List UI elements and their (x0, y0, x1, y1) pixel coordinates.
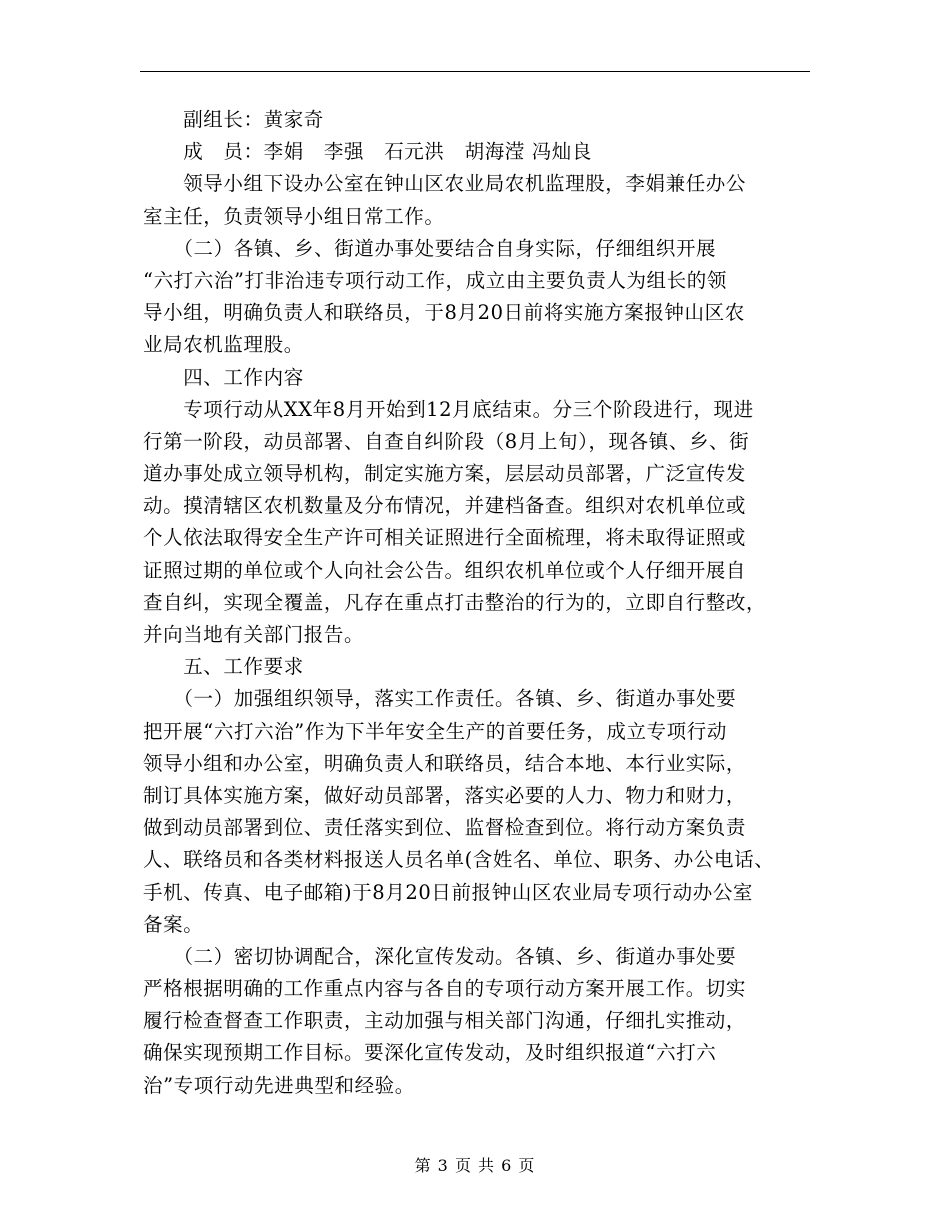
text-line: （二）密切协调配合，深化宣传发动。各镇、乡、街道办事处要 (143, 944, 737, 968)
text-line: （二）各镇、乡、街道办事处要结合自身实际，仔细组织开展 (143, 236, 717, 260)
header-rule (140, 71, 810, 72)
text-line: 个人依法取得安全生产许可相关证照进行全面梳理，将未取得证照或 (143, 526, 747, 550)
text-line: 业局农机监理股。 (143, 333, 304, 357)
text-line: 做到动员部署到位、责任落实到位、监督检查到位。将行动方案负责 (143, 816, 747, 840)
text-line: 成 员：李娟 李强 石元洪 胡海滢 冯灿良 (143, 140, 592, 164)
text-line: 治”专项行动先进典型和经验。 (143, 1073, 415, 1097)
text-line: 确保实现预期工作目标。要深化宣传发动，及时组织报道“六打六 (143, 1041, 717, 1065)
text-line: 备案。 (143, 912, 204, 936)
text-line: 人、联络员和各类材料报送人员名单(含姓名、单位、职务、办公电话、 (143, 848, 775, 872)
text-line: 道办事处成立领导机构，制定实施方案，层层动员部署，广泛宣传发 (143, 462, 747, 486)
text-line: （一）加强组织领导，落实工作责任。各镇、乡、街道办事处要 (143, 687, 737, 711)
text-line: 领导小组和办公室，明确负责人和联络员，结合本地、本行业实际， (143, 751, 747, 775)
text-line: 履行检查督查工作职责，主动加强与相关部门沟通，仔细扎实推动， (143, 1009, 747, 1033)
text-line: 手机、传真、电子邮箱)于8月20日前报钟山区农业局专项行动办公室 (143, 880, 754, 904)
text-line: 制订具体实施方案，做好动员部署，落实必要的人力、物力和财力， (143, 783, 747, 807)
text-line: 专项行动从XX年8月开始到12月底结束。分三个阶段进行，现进 (143, 397, 754, 421)
text-line: “六打六治”打非治违专项行动工作，成立由主要负责人为组长的领 (143, 268, 727, 292)
text-line: 查自纠，实现全覆盖，凡存在重点打击整治的行为的，立即自行整改， (143, 590, 767, 614)
text-line: 证照过期的单位或个人向社会公告。组织农机单位或个人仔细开展自 (143, 558, 747, 582)
text-line: 并向当地有关部门报告。 (143, 623, 365, 646)
page-number-footer: 第 3 页 共 6 页 (414, 1156, 536, 1175)
section-heading: 五、工作要求 (143, 655, 304, 679)
document-body (143, 104, 811, 1102)
text-line: 领导小组下设办公室在钟山区农业局农机监理股，李娟兼任办公 (143, 172, 747, 196)
text-line: 副组长：黄家奇 (143, 108, 324, 131)
text-line: 行第一阶段，动员部署、自查自纠阶段（8月上旬），现各镇、乡、街 (143, 429, 750, 453)
text-line: 室主任，负责领导小组日常工作。 (143, 204, 445, 228)
text-line: 把开展“六打六治”作为下半年安全生产的首要任务，成立专项行动 (143, 719, 727, 743)
text-line: 导小组，明确负责人和联络员，于8月20日前将实施方案报钟山区农 (143, 301, 745, 325)
text-line: 动。摸清辖区农机数量及分布情况，并建档备查。组织对农机单位或 (143, 494, 747, 518)
text-line: 严格根据明确的工作重点内容与各自的专项行动方案开展工作。切实 (143, 977, 747, 1001)
section-heading: 四、工作内容 (143, 365, 304, 389)
